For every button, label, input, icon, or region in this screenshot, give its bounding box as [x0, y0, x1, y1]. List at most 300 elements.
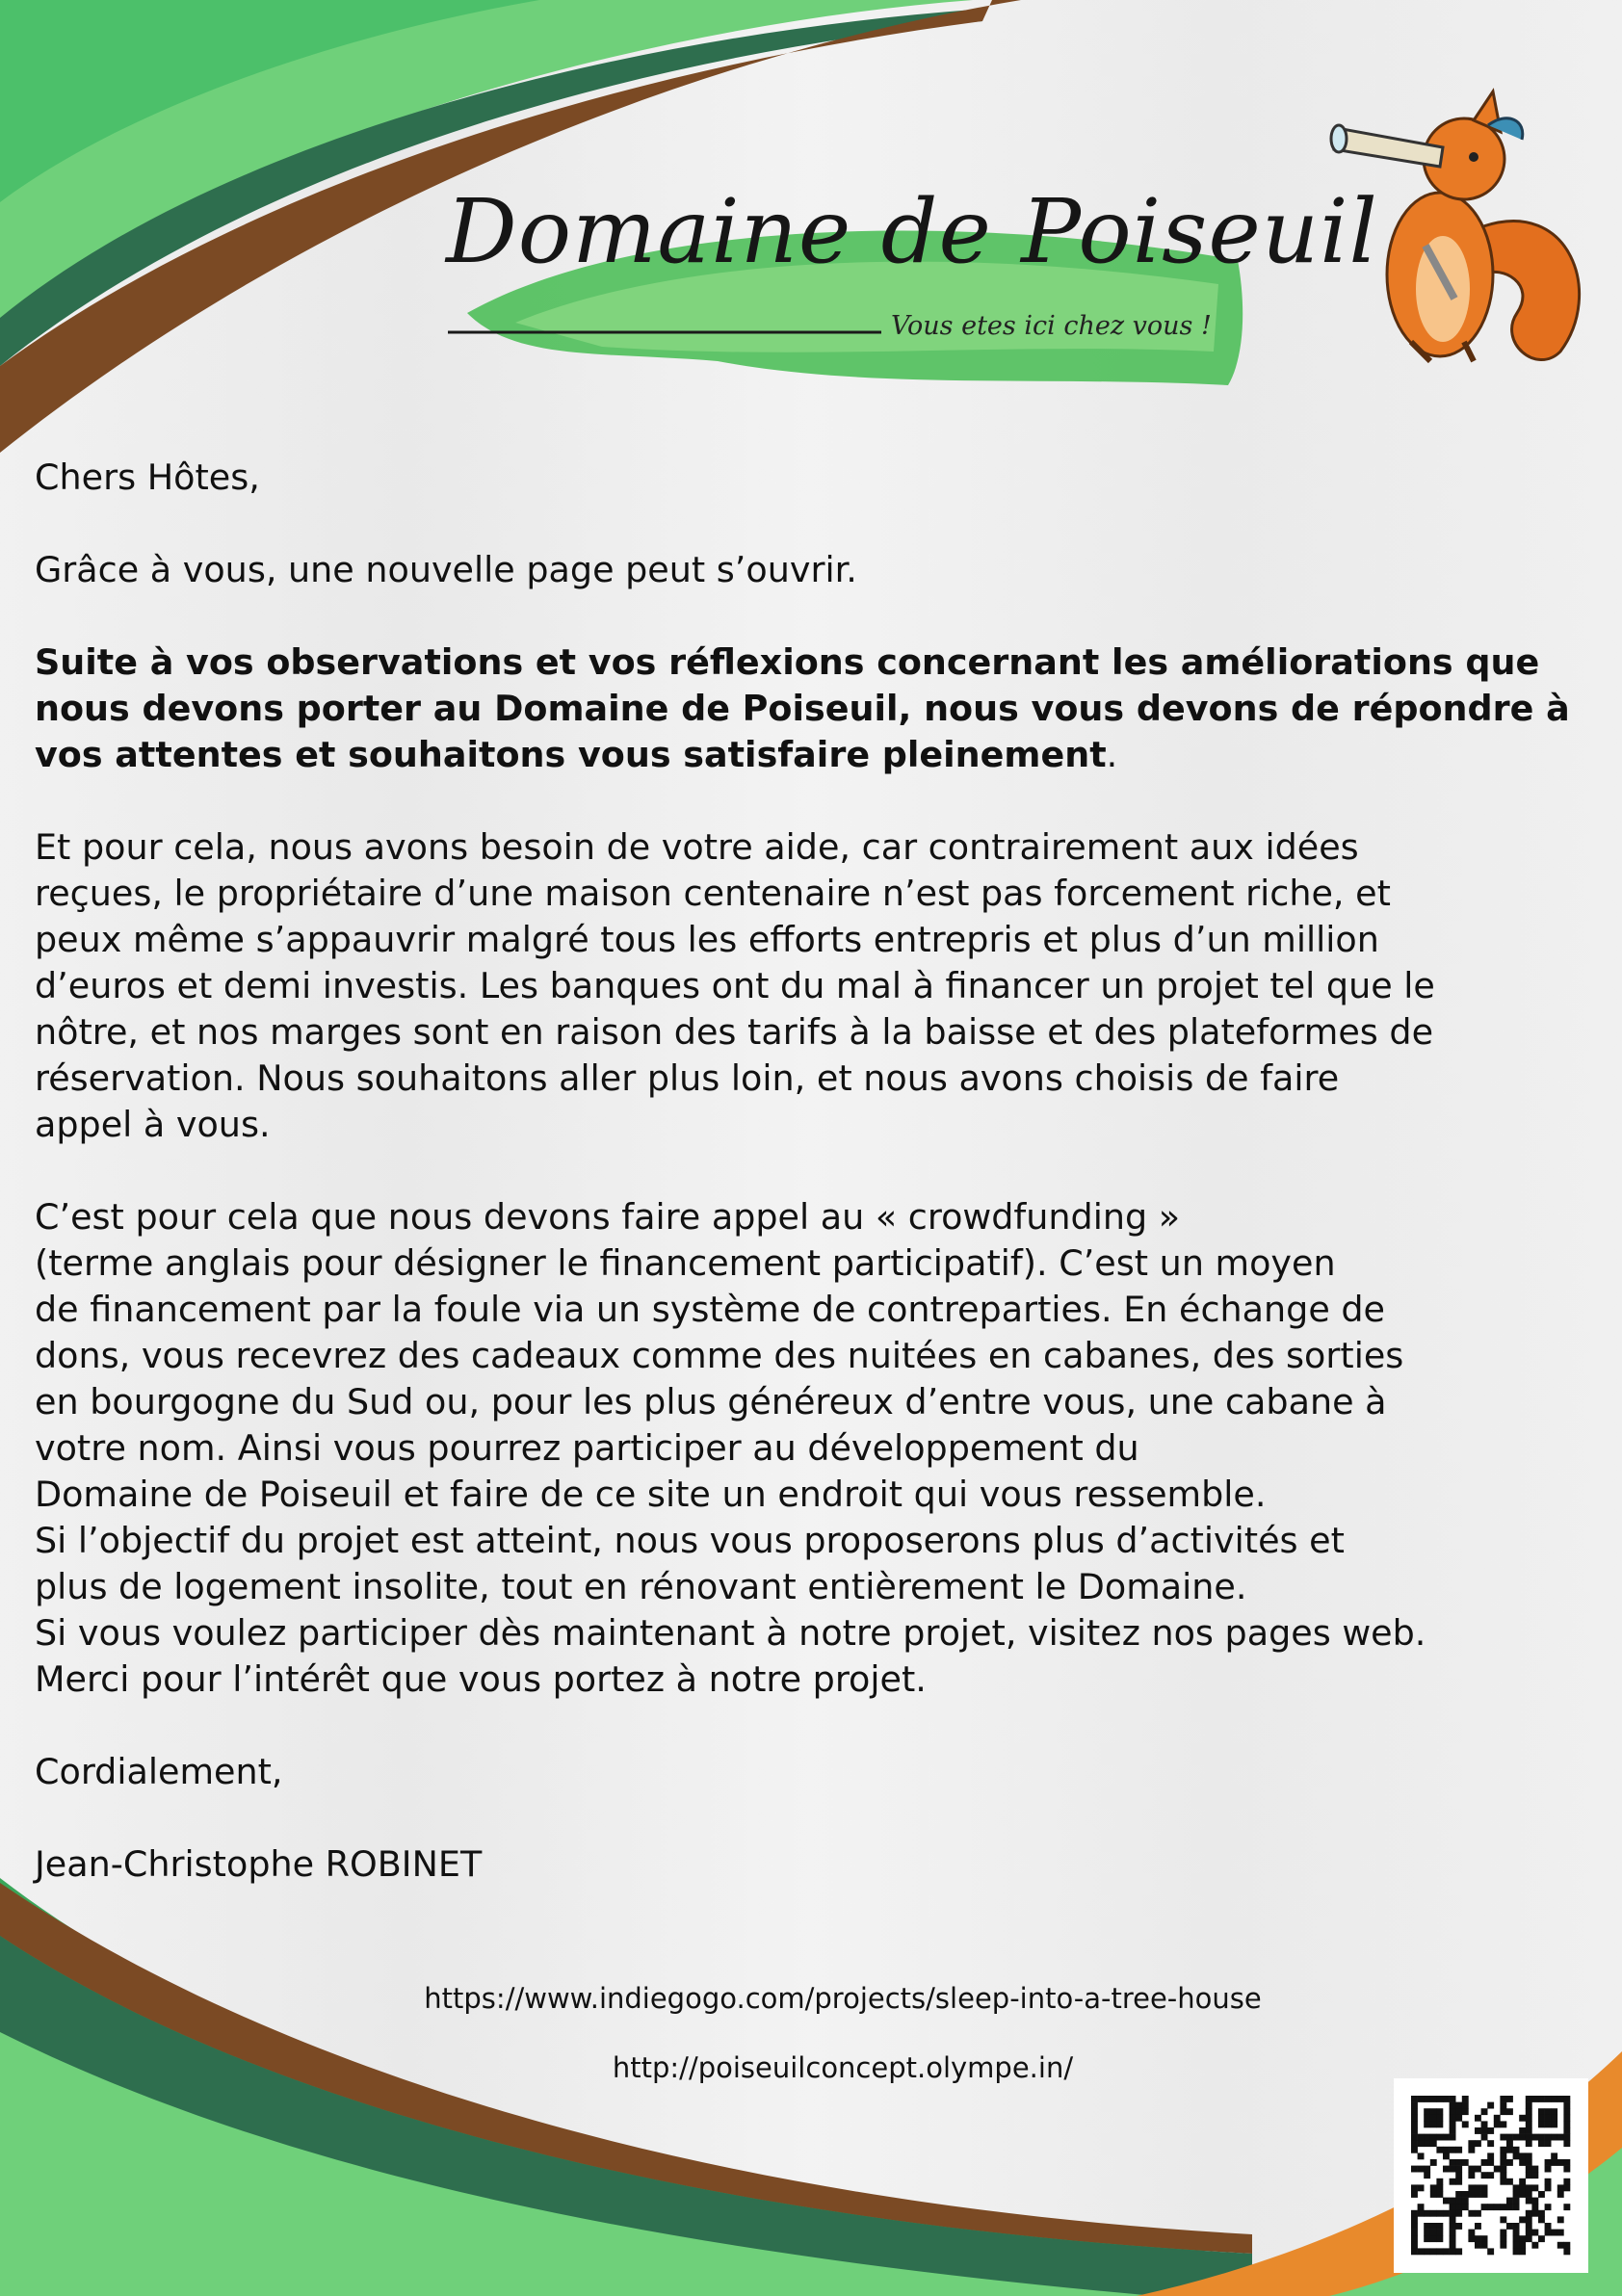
qr-module [1443, 2248, 1450, 2255]
qr-module [1455, 2172, 1462, 2179]
qr-module [1500, 2204, 1506, 2210]
qr-module [1531, 2172, 1538, 2179]
qr-module [1563, 2115, 1570, 2122]
qr-module [1436, 2147, 1443, 2153]
qr-module [1513, 2204, 1520, 2210]
qr-module [1526, 2134, 1532, 2141]
qr-module [1494, 2166, 1501, 2173]
qr-module [1411, 2248, 1418, 2255]
qr-module [1424, 2115, 1430, 2122]
qr-module [1513, 2248, 1520, 2255]
qr-module [1506, 2204, 1513, 2210]
qr-module [1487, 2204, 1494, 2210]
qr-module [1531, 2184, 1538, 2191]
qr-module [1411, 2127, 1418, 2134]
qr-module [1481, 2184, 1488, 2191]
indiegogo-link[interactable]: https://www.indiegogo.com/projects/sleep-into-a-tree-house [424, 1982, 1262, 2015]
qr-module [1424, 2108, 1430, 2115]
qr-module [1475, 2242, 1481, 2249]
qr-module [1455, 2210, 1462, 2217]
qr-module [1411, 2235, 1418, 2242]
text-line: d’euros et demi investis. Les banques ont du mal à financer un projet tel que le [35, 965, 1435, 1006]
qr-module [1545, 2204, 1552, 2210]
qr-module [1563, 2127, 1570, 2134]
qr-module [1430, 2235, 1437, 2242]
qr-module [1475, 2127, 1481, 2134]
qr-module [1513, 2147, 1520, 2153]
qr-module [1475, 2166, 1481, 2173]
qr-module [1545, 2134, 1552, 2141]
qr-module [1430, 2210, 1437, 2217]
qr-module [1545, 2223, 1552, 2230]
qr-module [1519, 2248, 1526, 2255]
qr-module [1500, 2216, 1506, 2223]
qr-module [1450, 2210, 1456, 2217]
text-line: plus de logement insolite, tout en rénovant entièrement le Domaine. [35, 1566, 1247, 1607]
qr-module [1500, 2147, 1506, 2153]
qr-module [1424, 2096, 1430, 2102]
qr-module [1551, 2159, 1557, 2166]
qr-module [1538, 2108, 1545, 2115]
qr-module [1443, 2147, 1450, 2153]
qr-module [1455, 2166, 1462, 2173]
qr-module [1418, 2210, 1425, 2217]
qr-module [1455, 2108, 1462, 2115]
qr-module [1450, 2127, 1456, 2134]
qr-module [1424, 2230, 1430, 2236]
qr-module [1513, 2230, 1520, 2236]
qr-module [1481, 2242, 1488, 2249]
qr-module [1519, 2134, 1526, 2141]
qr-module [1418, 2152, 1425, 2159]
qr-module [1519, 2242, 1526, 2249]
qr-module [1513, 2235, 1520, 2242]
qr-module [1468, 2210, 1475, 2217]
qr-module [1455, 2248, 1462, 2255]
logo [429, 169, 1378, 400]
qr-module [1487, 2140, 1494, 2147]
qr-module [1563, 2108, 1570, 2115]
qr-module [1500, 2235, 1506, 2242]
qr-code-icon [1394, 2078, 1588, 2273]
qr-module [1557, 2184, 1564, 2191]
highlight-text: Suite à vos observations et vos réflexions concernant les améliorations que nous devons porter au Domaine de Poiseuil, nous vous devons de répondre à vos attentes et souhaitons vous satisfaire pleinement [35, 641, 1570, 775]
qr-module [1513, 2134, 1520, 2141]
qr-module [1538, 2210, 1545, 2217]
qr-module [1418, 2204, 1425, 2210]
qr-module [1526, 2096, 1532, 2102]
text-line: appel à vous. [35, 1104, 271, 1145]
qr-module [1557, 2159, 1564, 2166]
qr-module [1526, 2198, 1532, 2205]
qr-module [1531, 2210, 1538, 2217]
qr-module [1500, 2179, 1506, 2185]
qr-module [1436, 2108, 1443, 2115]
qr-module [1468, 2140, 1475, 2147]
qr-module [1443, 2152, 1450, 2159]
qr-module [1455, 2147, 1462, 2153]
qr-module [1526, 2127, 1532, 2134]
qr-module [1500, 2166, 1506, 2173]
qr-module [1481, 2121, 1488, 2127]
qr-module [1563, 2179, 1570, 2185]
qr-module [1455, 2102, 1462, 2109]
qr-module [1538, 2134, 1545, 2141]
qr-module [1424, 2140, 1430, 2147]
qr-module [1526, 2159, 1532, 2166]
qr-module [1506, 2159, 1513, 2166]
qr-module [1481, 2108, 1488, 2115]
text-line: Domaine de Poiseuil et faire de ce site un endroit qui vous ressemble. [35, 1474, 1267, 1515]
qr-module [1481, 2134, 1488, 2141]
text-line: Merci pour l’intérêt que vous portez à notre projet. [35, 1658, 927, 1700]
qr-module [1481, 2172, 1488, 2179]
text-line: dons, vous recevrez des cadeaux comme des nuitées en cabanes, des sorties [35, 1335, 1404, 1376]
qr-module [1462, 2159, 1469, 2166]
qr-module [1506, 2140, 1513, 2147]
highlight-paragraph [35, 639, 1595, 778]
squirrel-telescope-icon [1329, 53, 1599, 371]
qr-module [1519, 2235, 1526, 2242]
qr-module [1494, 2204, 1501, 2210]
qr-module [1513, 2242, 1520, 2249]
qr-module [1519, 2216, 1526, 2223]
qr-module [1500, 2121, 1506, 2127]
text-line: réservation. Nous souhaitons aller plus loin, et nous avons choisis de faire [35, 1057, 1340, 1099]
qr-module [1545, 2184, 1552, 2191]
qr-module [1526, 2235, 1532, 2242]
qr-module [1455, 2159, 1462, 2166]
qr-module [1450, 2102, 1456, 2109]
qr-module [1411, 2223, 1418, 2230]
qr-module [1538, 2115, 1545, 2122]
qr-module [1475, 2223, 1481, 2230]
qr-module [1462, 2096, 1469, 2102]
qr-module [1563, 2166, 1570, 2173]
text-line: Si vous voulez participer dès maintenant à notre projet, visitez nos pages web. [35, 1612, 1426, 1654]
paragraph-funding-need [35, 824, 1595, 1148]
qr-module [1411, 2166, 1418, 2173]
qr-module [1526, 2140, 1532, 2147]
qr-module [1418, 2096, 1425, 2102]
qr-module [1513, 2198, 1520, 2205]
qr-module [1430, 2184, 1437, 2191]
qr-module [1545, 2115, 1552, 2122]
qr-module [1424, 2172, 1430, 2179]
qr-module [1411, 2096, 1418, 2102]
qr-module [1436, 2210, 1443, 2217]
qr-module [1513, 2223, 1520, 2230]
signature: Jean-Christophe ROBINET [35, 1843, 483, 1885]
qr-module [1519, 2159, 1526, 2166]
qr-module [1424, 2134, 1430, 2141]
qr-module [1450, 2230, 1456, 2236]
qr-module [1487, 2102, 1494, 2109]
qr-module [1468, 2191, 1475, 2198]
qr-module [1418, 2184, 1425, 2191]
paragraph-crowdfunding [35, 1194, 1595, 1703]
qr-module [1500, 2108, 1506, 2115]
text-line: Si l’objectif du projet est atteint, nous vous proposerons plus d’activités et [35, 1520, 1345, 1561]
qr-module [1506, 2179, 1513, 2185]
qr-module [1418, 2166, 1425, 2173]
qr-module [1526, 2102, 1532, 2109]
qr-module [1450, 2216, 1456, 2223]
qr-module [1455, 2198, 1462, 2205]
highlight-end: . [1106, 734, 1118, 775]
qr-module [1526, 2115, 1532, 2122]
qr-module [1538, 2235, 1545, 2242]
qr-module [1424, 2121, 1430, 2127]
qr-module [1551, 2096, 1557, 2102]
qr-module [1430, 2115, 1437, 2122]
qr-module [1481, 2127, 1488, 2134]
qr-module [1418, 2134, 1425, 2141]
qr-module [1487, 2248, 1494, 2255]
qr-module [1411, 2147, 1418, 2153]
qr-module [1430, 2248, 1437, 2255]
qr-module [1424, 2223, 1430, 2230]
qr-module [1436, 2121, 1443, 2127]
qr-module [1436, 2134, 1443, 2141]
text-line: reçues, le propriétaire d’une maison centenaire n’est pas forcement riche, et [35, 873, 1391, 914]
qr-module [1506, 2198, 1513, 2205]
qr-module [1436, 2096, 1443, 2102]
qr-module [1450, 2159, 1456, 2166]
qr-module [1468, 2147, 1475, 2153]
qr-module [1450, 2147, 1456, 2153]
text-line: C’est pour cela que nous devons faire appel au « crowdfunding » [35, 1196, 1181, 1238]
qr-module [1494, 2121, 1501, 2127]
qr-module [1526, 2108, 1532, 2115]
qr-module [1411, 2108, 1418, 2115]
qr-module [1551, 2115, 1557, 2122]
qr-module [1519, 2127, 1526, 2134]
qr-module [1430, 2230, 1437, 2236]
qr-module [1551, 2230, 1557, 2236]
qr-module [1468, 2166, 1475, 2173]
qr-module [1545, 2230, 1552, 2236]
qr-module [1430, 2140, 1437, 2147]
qr-module [1487, 2172, 1494, 2179]
qr-module [1563, 2242, 1570, 2249]
qr-module [1450, 2235, 1456, 2242]
qr-module [1450, 2179, 1456, 2185]
text-line: (terme anglais pour désigner le financement participatif). C’est un moyen [35, 1242, 1336, 1284]
qr-module [1545, 2121, 1552, 2127]
qr-module [1545, 2108, 1552, 2115]
qr-module [1557, 2230, 1564, 2236]
qr-module [1494, 2115, 1501, 2122]
qr-module [1450, 2198, 1456, 2205]
qr-module [1506, 2223, 1513, 2230]
qr-module [1436, 2223, 1443, 2230]
qr-module [1430, 2134, 1437, 2141]
qr-module [1487, 2152, 1494, 2159]
qr-module [1436, 2230, 1443, 2236]
qr-module [1443, 2096, 1450, 2102]
qr-module [1468, 2230, 1475, 2236]
qr-module [1462, 2121, 1469, 2127]
qr-module [1506, 2134, 1513, 2141]
qr-module [1557, 2096, 1564, 2102]
qr-module [1563, 2140, 1570, 2147]
qr-module [1443, 2134, 1450, 2141]
qr-module [1500, 2152, 1506, 2159]
qr-module [1436, 2248, 1443, 2255]
qr-module [1563, 2184, 1570, 2191]
qr-module [1450, 2108, 1456, 2115]
qr-module [1551, 2121, 1557, 2127]
qr-module [1531, 2230, 1538, 2236]
greeting: Chers Hôtes, [35, 457, 260, 498]
qr-module [1519, 2179, 1526, 2185]
qr-module [1500, 2230, 1506, 2236]
website-link[interactable]: http://poiseuilconcept.olympe.in/ [612, 2051, 1074, 2084]
qr-module [1455, 2223, 1462, 2230]
qr-module [1411, 2191, 1418, 2198]
qr-module [1411, 2242, 1418, 2249]
qr-module [1424, 2235, 1430, 2242]
text-line: peux même s’appauvrir malgré tous les efforts entrepris et plus d’un million [35, 919, 1379, 960]
qr-module [1538, 2121, 1545, 2127]
qr-module [1424, 2166, 1430, 2173]
text-line: nôtre, et nos marges sont en raison des tarifs à la baisse et des plateformes de [35, 1011, 1434, 1053]
qr-module [1468, 2235, 1475, 2242]
qr-module [1418, 2140, 1425, 2147]
qr-module [1443, 2210, 1450, 2217]
qr-module [1436, 2191, 1443, 2198]
qr-module [1531, 2242, 1538, 2249]
qr-module [1411, 2115, 1418, 2122]
qr-module [1513, 2184, 1520, 2191]
qr-module [1545, 2179, 1552, 2185]
qr-module [1538, 2096, 1545, 2102]
qr-module [1526, 2172, 1532, 2179]
closing: Cordialement, [35, 1751, 283, 1792]
qr-module [1430, 2159, 1437, 2166]
qr-module [1538, 2216, 1545, 2223]
qr-module [1475, 2140, 1481, 2147]
qr-module [1411, 2140, 1418, 2147]
qr-module [1436, 2184, 1443, 2191]
qr-module [1436, 2235, 1443, 2242]
qr-module [1531, 2134, 1538, 2141]
qr-module [1487, 2127, 1494, 2134]
qr-module [1563, 2121, 1570, 2127]
qr-module [1481, 2235, 1488, 2242]
text-line: Et pour cela, nous avons besoin de votre aide, car contrairement aux idées [35, 826, 1359, 868]
qr-module [1487, 2159, 1494, 2166]
intro-paragraph: Grâce à vous, une nouvelle page peut s’ouvrir. [35, 549, 857, 590]
qr-module [1557, 2134, 1564, 2141]
qr-module [1450, 2134, 1456, 2141]
qr-module [1411, 2210, 1418, 2217]
qr-module [1545, 2140, 1552, 2147]
qr-module [1519, 2191, 1526, 2198]
qr-module [1475, 2210, 1481, 2217]
qr-module [1531, 2198, 1538, 2205]
qr-module [1500, 2172, 1506, 2179]
qr-module [1430, 2121, 1437, 2127]
qr-module [1462, 2102, 1469, 2109]
qr-module [1526, 2184, 1532, 2191]
qr-module [1563, 2096, 1570, 2102]
qr-module [1450, 2166, 1456, 2173]
logo-tagline: Vous etes ici chez vous ! [891, 311, 1212, 341]
qr-module [1436, 2115, 1443, 2122]
qr-module [1430, 2191, 1437, 2198]
qr-module [1475, 2115, 1481, 2122]
qr-module [1455, 2179, 1462, 2185]
qr-module [1526, 2166, 1532, 2173]
qr-module [1526, 2152, 1532, 2159]
qr-module [1526, 2216, 1532, 2223]
qr-module [1526, 2121, 1532, 2127]
qr-module [1531, 2166, 1538, 2173]
qr-module [1500, 2102, 1506, 2109]
qr-module [1462, 2191, 1469, 2198]
text-line: votre nom. Ainsi vous pourrez participer au développement du [35, 1427, 1139, 1469]
qr-module [1450, 2204, 1456, 2210]
qr-module [1545, 2096, 1552, 2102]
qr-module [1500, 2242, 1506, 2249]
qr-module [1468, 2172, 1475, 2179]
qr-module [1475, 2235, 1481, 2242]
qr-module [1500, 2159, 1506, 2166]
qr-module [1545, 2166, 1552, 2173]
qr-module [1436, 2179, 1443, 2185]
qr-module [1513, 2152, 1520, 2159]
qr-module [1557, 2216, 1564, 2223]
qr-module [1450, 2115, 1456, 2122]
qr-module [1506, 2096, 1513, 2102]
qr-module [1551, 2108, 1557, 2115]
qr-module [1475, 2184, 1481, 2191]
qr-module [1563, 2102, 1570, 2109]
qr-module [1538, 2140, 1545, 2147]
letter-body [35, 455, 1595, 1934]
qr-module [1481, 2159, 1488, 2166]
qr-module [1468, 2184, 1475, 2191]
qr-module [1519, 2184, 1526, 2191]
qr-module [1481, 2191, 1488, 2198]
qr-module [1450, 2242, 1456, 2249]
qr-module [1563, 2248, 1570, 2255]
qr-module [1450, 2096, 1456, 2102]
qr-module [1519, 2152, 1526, 2159]
qr-module [1526, 2230, 1532, 2236]
qr-module [1455, 2204, 1462, 2210]
qr-module [1411, 2121, 1418, 2127]
text-line: de financement par la foule via un système de contreparties. En échange de [35, 1289, 1386, 1330]
qr-module [1545, 2159, 1552, 2166]
qr-module [1418, 2248, 1425, 2255]
qr-module [1506, 2147, 1513, 2153]
qr-module [1500, 2134, 1506, 2141]
qr-module [1563, 2159, 1570, 2166]
qr-module [1557, 2191, 1564, 2198]
qr-module [1455, 2191, 1462, 2198]
qr-module [1526, 2210, 1532, 2217]
qr-module [1519, 2115, 1526, 2122]
qr-module [1455, 2115, 1462, 2122]
qr-module [1481, 2204, 1488, 2210]
qr-module [1443, 2198, 1450, 2205]
qr-module [1462, 2198, 1469, 2205]
qr-module [1462, 2108, 1469, 2115]
qr-module [1411, 2230, 1418, 2236]
